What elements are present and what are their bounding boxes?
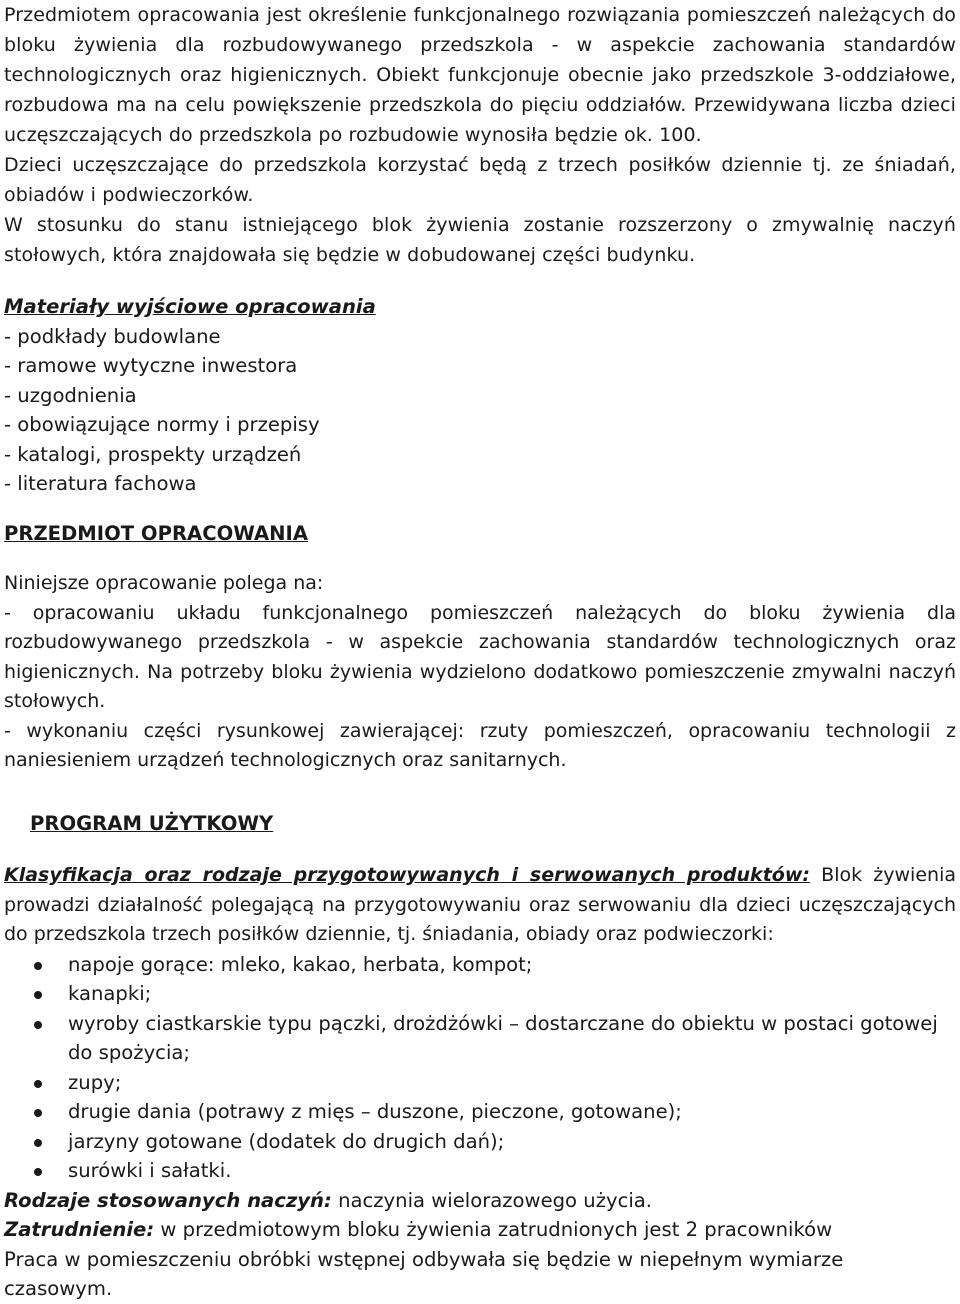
materials-item: - ramowe wytyczne inwestora — [4, 354, 298, 377]
product-item: kanapki; — [68, 979, 956, 1009]
intro-paragraph-2: Dzieci uczęszczające do przedszkola korzystać będą z trzech posiłków dziennie tj. ze śniadań, obiadów i podwieczorków. — [4, 154, 956, 206]
materials-item: - katalogi, prospekty urządzeń — [4, 442, 302, 466]
staff-label: Zatrudnienie: — [4, 1218, 155, 1241]
products-list — [4, 950, 956, 1186]
program-heading: PROGRAM UŻYTKOWY — [30, 811, 274, 835]
classification-text: Blok żywienia prowadzi działalność polegającą na przygotowywaniu oraz serwowaniu dla dzieci uczęszczających do przedszkola trzech posiłków dziennie, tj. śniadania, obiady oraz podwieczorki: — [4, 864, 956, 945]
dishes-paragraph — [4, 1186, 956, 1216]
materials-heading: Materiały wyjściowe opracowania — [4, 295, 376, 318]
materials-item: - obowiązujące normy i przepisy — [4, 413, 320, 436]
work-paragraph: Praca w pomieszczeniu obróbki wstępnej odbywała się będzie w niepełnym wymiarze czasowym. — [4, 1247, 844, 1300]
materials-item: - literatura fachowa — [4, 472, 197, 495]
materials-item: - podkłady budowlane — [4, 324, 221, 348]
product-item: napoje gorące: mleko, kakao, herbata, kompot; — [68, 950, 956, 980]
subject-heading: PRZEDMIOT OPRACOWANIA — [4, 521, 308, 545]
materials-list — [4, 322, 956, 499]
subject-item-2: - wykonaniu części rysunkowej zawierającej: rzuty pomieszczeń, opracowaniu technologii z naniesieniem urządzeń technologicznych oraz sanitarnych. — [4, 719, 956, 771]
subject-lead: Niniejsze opracowanie polega na: — [4, 572, 324, 594]
intro-paragraph-1: Przedmiotem opracowania jest określenie funkcjonalnego rozwiązania pomieszczeń należących do bloku żywienia dla rozbudowywanego przedszkola - w aspekcie zachowania standardów technologicznych oraz higienicznych. Obiekt funkcjonuje obecnie jako przedszkole 3-oddziałowe, rozbudowa ma na celu powiększenie przedszkola do pięciu oddziałów. Przewidywana liczba dzieci uczęszczających do przedszkola po rozbudowie wynosiła będzie ok. 100. — [4, 4, 956, 146]
intro-paragraph-3: W stosunku do stanu istniejącego blok żywienia zostanie rozszerzony o zmywalnię naczyń stołowych, która znajdowała się będzie w dobudowanej części budynku. — [4, 214, 956, 266]
intro-section — [4, 0, 956, 270]
product-item: zupy; — [68, 1068, 956, 1098]
product-item: jarzyny gotowane (dodatek do drugich dań); — [68, 1127, 956, 1157]
product-item: surówki i sałatki. — [68, 1156, 956, 1186]
subject-item-1: - opracowaniu układu funkcjonalnego pomieszczeń należących do bloku żywienia dla rozbudowywanego przedszkola - w aspekcie zachowania standardów technologicznych oraz higienicznych. Na potrzeby bloku żywienia wydzielono dodatkowo pomieszczenie zmywalni naczyń stołowych. — [4, 601, 956, 712]
staff-text: w przedmiotowym bloku żywienia zatrudnionych jest 2 pracowników — [154, 1218, 833, 1241]
dishes-label: Rodzaje stosowanych naczyń: — [4, 1188, 332, 1212]
classification-label: Klasyfikacja oraz rodzaje przygotowywanych i serwowanych produktów: — [4, 864, 810, 886]
dishes-text: naczynia wielorazowego użycia. — [331, 1188, 653, 1212]
materials-item: - uzgodnienia — [4, 383, 137, 407]
classification-paragraph — [4, 861, 956, 950]
product-item: wyroby ciastkarskie typu pączki, drożdżówki – dostarczane do obiektu w postaci gotowej do spożycia; — [68, 1009, 956, 1068]
product-item: drugie dania (potrawy z mięs – duszone, pieczone, gotowane); — [68, 1097, 956, 1127]
